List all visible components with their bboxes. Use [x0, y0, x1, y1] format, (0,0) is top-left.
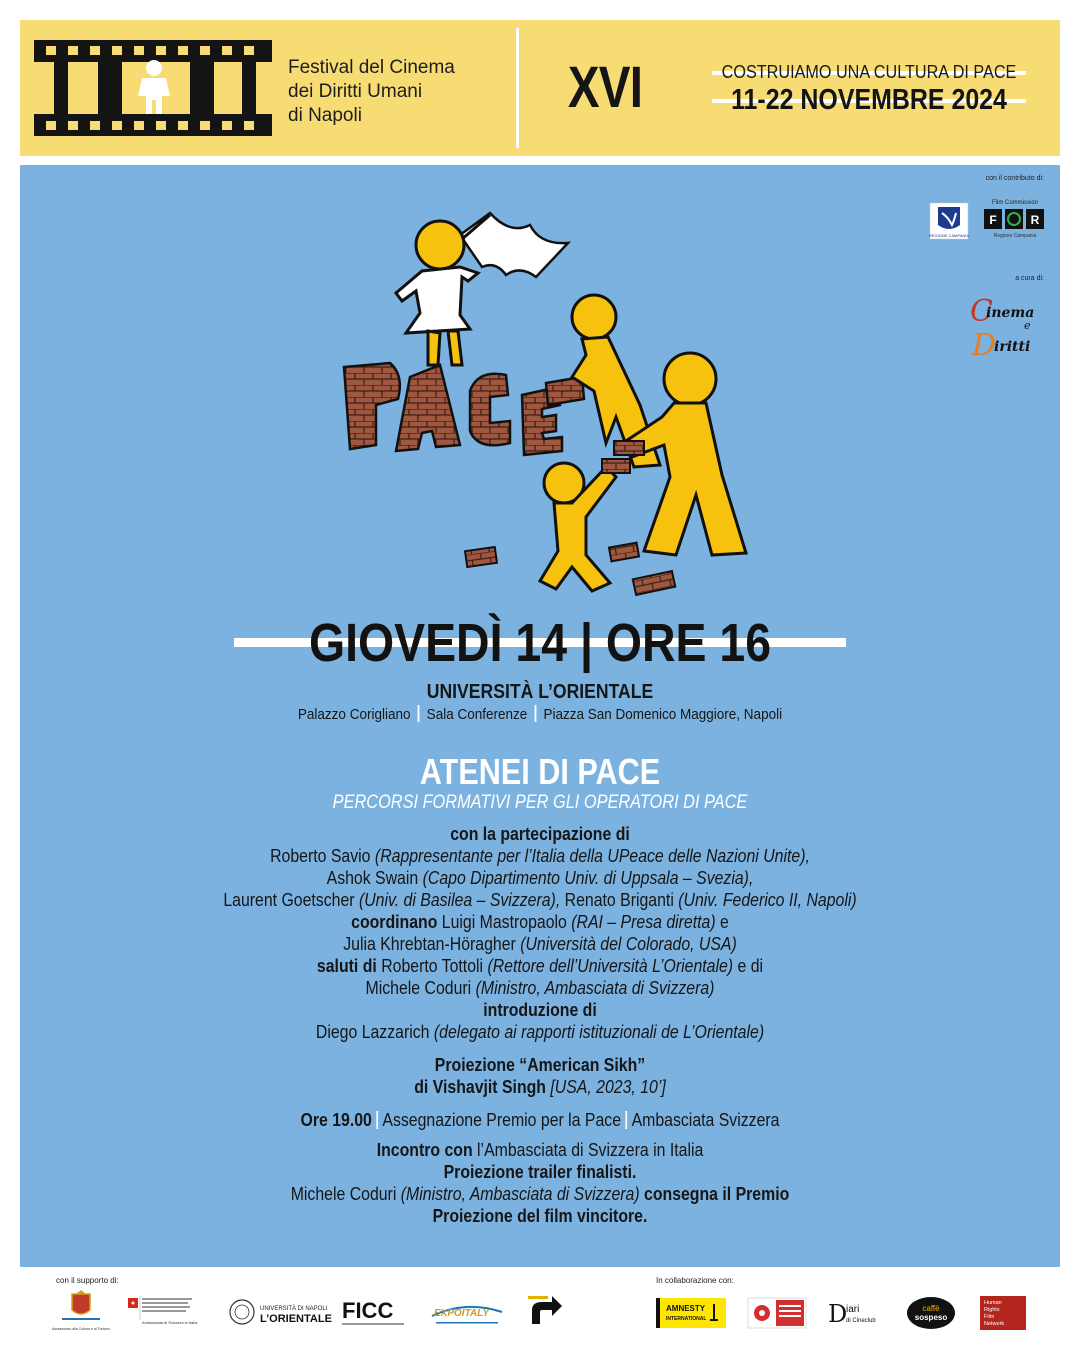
festival-name-line: di Napoli: [288, 105, 362, 126]
fcr-letter-r: R: [1030, 213, 1040, 227]
festival-dates: 11-22 NOVEMBRE 2024: [731, 84, 1007, 116]
festival-partner-logo: [748, 1298, 806, 1328]
intro-line: Diego Lazzarich (delegato ai rapporti istituzionali de L’Orientale): [315, 1022, 765, 1042]
venue-address: [72, 705, 1008, 725]
curated-label: a cura di:: [1015, 275, 1044, 282]
venue-street: Piazza San Domenico Maggiore, Napoli: [543, 706, 783, 723]
peace-builders-illustration: [310, 205, 770, 605]
festival-name: [288, 56, 518, 128]
arrow-sponsor-icon: [524, 1294, 564, 1330]
event-panel: [20, 165, 1060, 1267]
svg-text:Rights: Rights: [984, 1307, 1000, 1313]
film-commission-sub: Regione Campania: [993, 233, 1037, 239]
tagline-block: [704, 62, 1034, 116]
fcr-letter-f: F: [989, 213, 997, 227]
film-commission-label: Film Commission: [991, 200, 1039, 206]
svg-text:UNIVERSITÀ DI NAPOLI: UNIVERSITÀ DI NAPOLI: [260, 1306, 328, 1312]
svg-text:iritti: iritti: [994, 339, 1031, 355]
event-date-time: GIOVEDÌ 14 | ORE 16: [308, 613, 772, 673]
participant-line: Ashok Swain (Capo Dipartimento Univ. di Uppsala – Svezia),: [326, 868, 754, 888]
regione-campania-label: REGIONE CAMPANIA: [928, 233, 970, 238]
swiss-confederation-logo: [126, 1294, 206, 1330]
tagline: COSTRUIAMO UNA CULTURA DI PACE: [721, 62, 1017, 82]
greetings-line: saluti di Roberto Tottoli (Rettore dell’Università L’Orientale) e di: [316, 956, 764, 976]
festival-name-line: Festival del Cinema: [288, 57, 455, 78]
header-divider: [516, 28, 519, 148]
event-title: ATENEI DI PACE: [419, 751, 661, 792]
svg-text:inema: inema: [986, 305, 1035, 321]
separator: [534, 705, 536, 722]
event-program: [20, 823, 1060, 1227]
participant-line: Roberto Savio (Rappresentante per l’Italia della UPeace delle Nazioni Unite),: [270, 846, 810, 866]
svg-text:Ambasciata di Svizzera in Ital: Ambasciata di Svizzera in Italia: [142, 1320, 198, 1325]
human-rights-film-network-logo: [980, 1296, 1026, 1330]
participation-heading: con la partecipazione di: [450, 824, 630, 844]
separator: [418, 705, 420, 722]
winner-line: Proiezione del film vincitore.: [432, 1206, 648, 1226]
edition-number: XVI: [567, 55, 643, 120]
contributo-label: con il contributo di:: [985, 175, 1044, 182]
svg-text:D: D: [828, 1300, 848, 1328]
expoitaly-logo: [428, 1298, 506, 1328]
svg-text:Network: Network: [984, 1321, 1005, 1327]
venue-title: UNIVERSITÀ L’ORIENTALE: [426, 681, 654, 703]
festival-film-logo: [34, 34, 274, 142]
svg-text:sospeso: sospeso: [914, 1313, 948, 1322]
svg-text:e: e: [1024, 319, 1031, 332]
screening-title: Proiezione “American Sikh”: [434, 1055, 646, 1075]
festival-header: [20, 20, 1060, 156]
svg-text:L’ORIENTALE: L’ORIENTALE: [260, 1313, 332, 1325]
screening-director: di Vishavjit Singh [USA, 2023, 10’]: [414, 1077, 666, 1097]
cinema-e-diritti-logo: [968, 293, 1052, 363]
svg-text:INTERNATIONAL: INTERNATIONAL: [666, 1316, 707, 1322]
venue-room: Sala Conferenze: [426, 706, 528, 723]
svg-text:Human: Human: [984, 1300, 1002, 1306]
svg-text:AMNESTY: AMNESTY: [666, 1304, 706, 1313]
svg-text:iari: iari: [846, 1304, 860, 1315]
amnesty-logo: [656, 1298, 726, 1328]
venue-building: Palazzo Corigliano: [297, 706, 411, 723]
meeting-line: Incontro con l’Ambasciata di Svizzera in Italia: [376, 1140, 704, 1160]
festival-name-line: dei Diritti Umani: [288, 81, 423, 102]
contributors-logos: [926, 195, 1050, 247]
greetings-line: Michele Coduri (Ministro, Ambasciata di Svizzera): [365, 978, 715, 998]
regione-campania-shield-icon: [938, 207, 960, 229]
caffe-sospeso-logo: [906, 1296, 956, 1330]
support-label: con il supporto di:: [56, 1276, 119, 1285]
ficc-logo: [340, 1296, 406, 1330]
svg-text:FICC: FICC: [342, 1298, 394, 1323]
award-line: Ore 19.00 Assegnazione Premio per la Pace Ambasciata Svizzera: [300, 1110, 780, 1130]
svg-text:Film: Film: [984, 1314, 995, 1320]
svg-text:D: D: [972, 328, 997, 363]
svg-text:di Cineclub: di Cineclub: [846, 1318, 876, 1324]
awarder-line: Michele Coduri (Ministro, Ambasciata di Svizzera) consegna il Premio: [290, 1184, 790, 1204]
trailers-line: Proiezione trailer finalisti.: [443, 1162, 637, 1182]
diari-cineclub-logo: [826, 1298, 886, 1330]
participant-line: Laurent Goetscher (Univ. di Basilea – Svizzera), Renato Briganti (Univ. Federico II, Napoli): [223, 890, 857, 910]
svg-text:caffè: caffè: [922, 1304, 940, 1313]
coordinators-line: coordinano Luigi Mastropaolo (RAI – Presa diretta) e: [351, 912, 729, 932]
pace-bricks-word: [344, 363, 584, 455]
svg-text:C: C: [970, 294, 993, 329]
svg-text:EXPOITALY: EXPOITALY: [434, 1308, 490, 1319]
date-time-block: [20, 613, 1060, 673]
unior-logo: [228, 1296, 332, 1330]
svg-text:Assessorato alla Cultura e al: Assessorato alla Cultura e al Turismo: [52, 1327, 110, 1331]
comune-napoli-logo: [54, 1290, 108, 1334]
collaboration-label: In collaborazione con:: [656, 1276, 734, 1285]
coordinators-line: Julia Khrebtan-Höragher (Università del Colorado, USA): [343, 934, 737, 954]
intro-heading: introduzione di: [483, 1000, 597, 1020]
event-subtitle: PERCORSI FORMATIVI PER GLI OPERATORI DI PACE: [332, 792, 748, 813]
